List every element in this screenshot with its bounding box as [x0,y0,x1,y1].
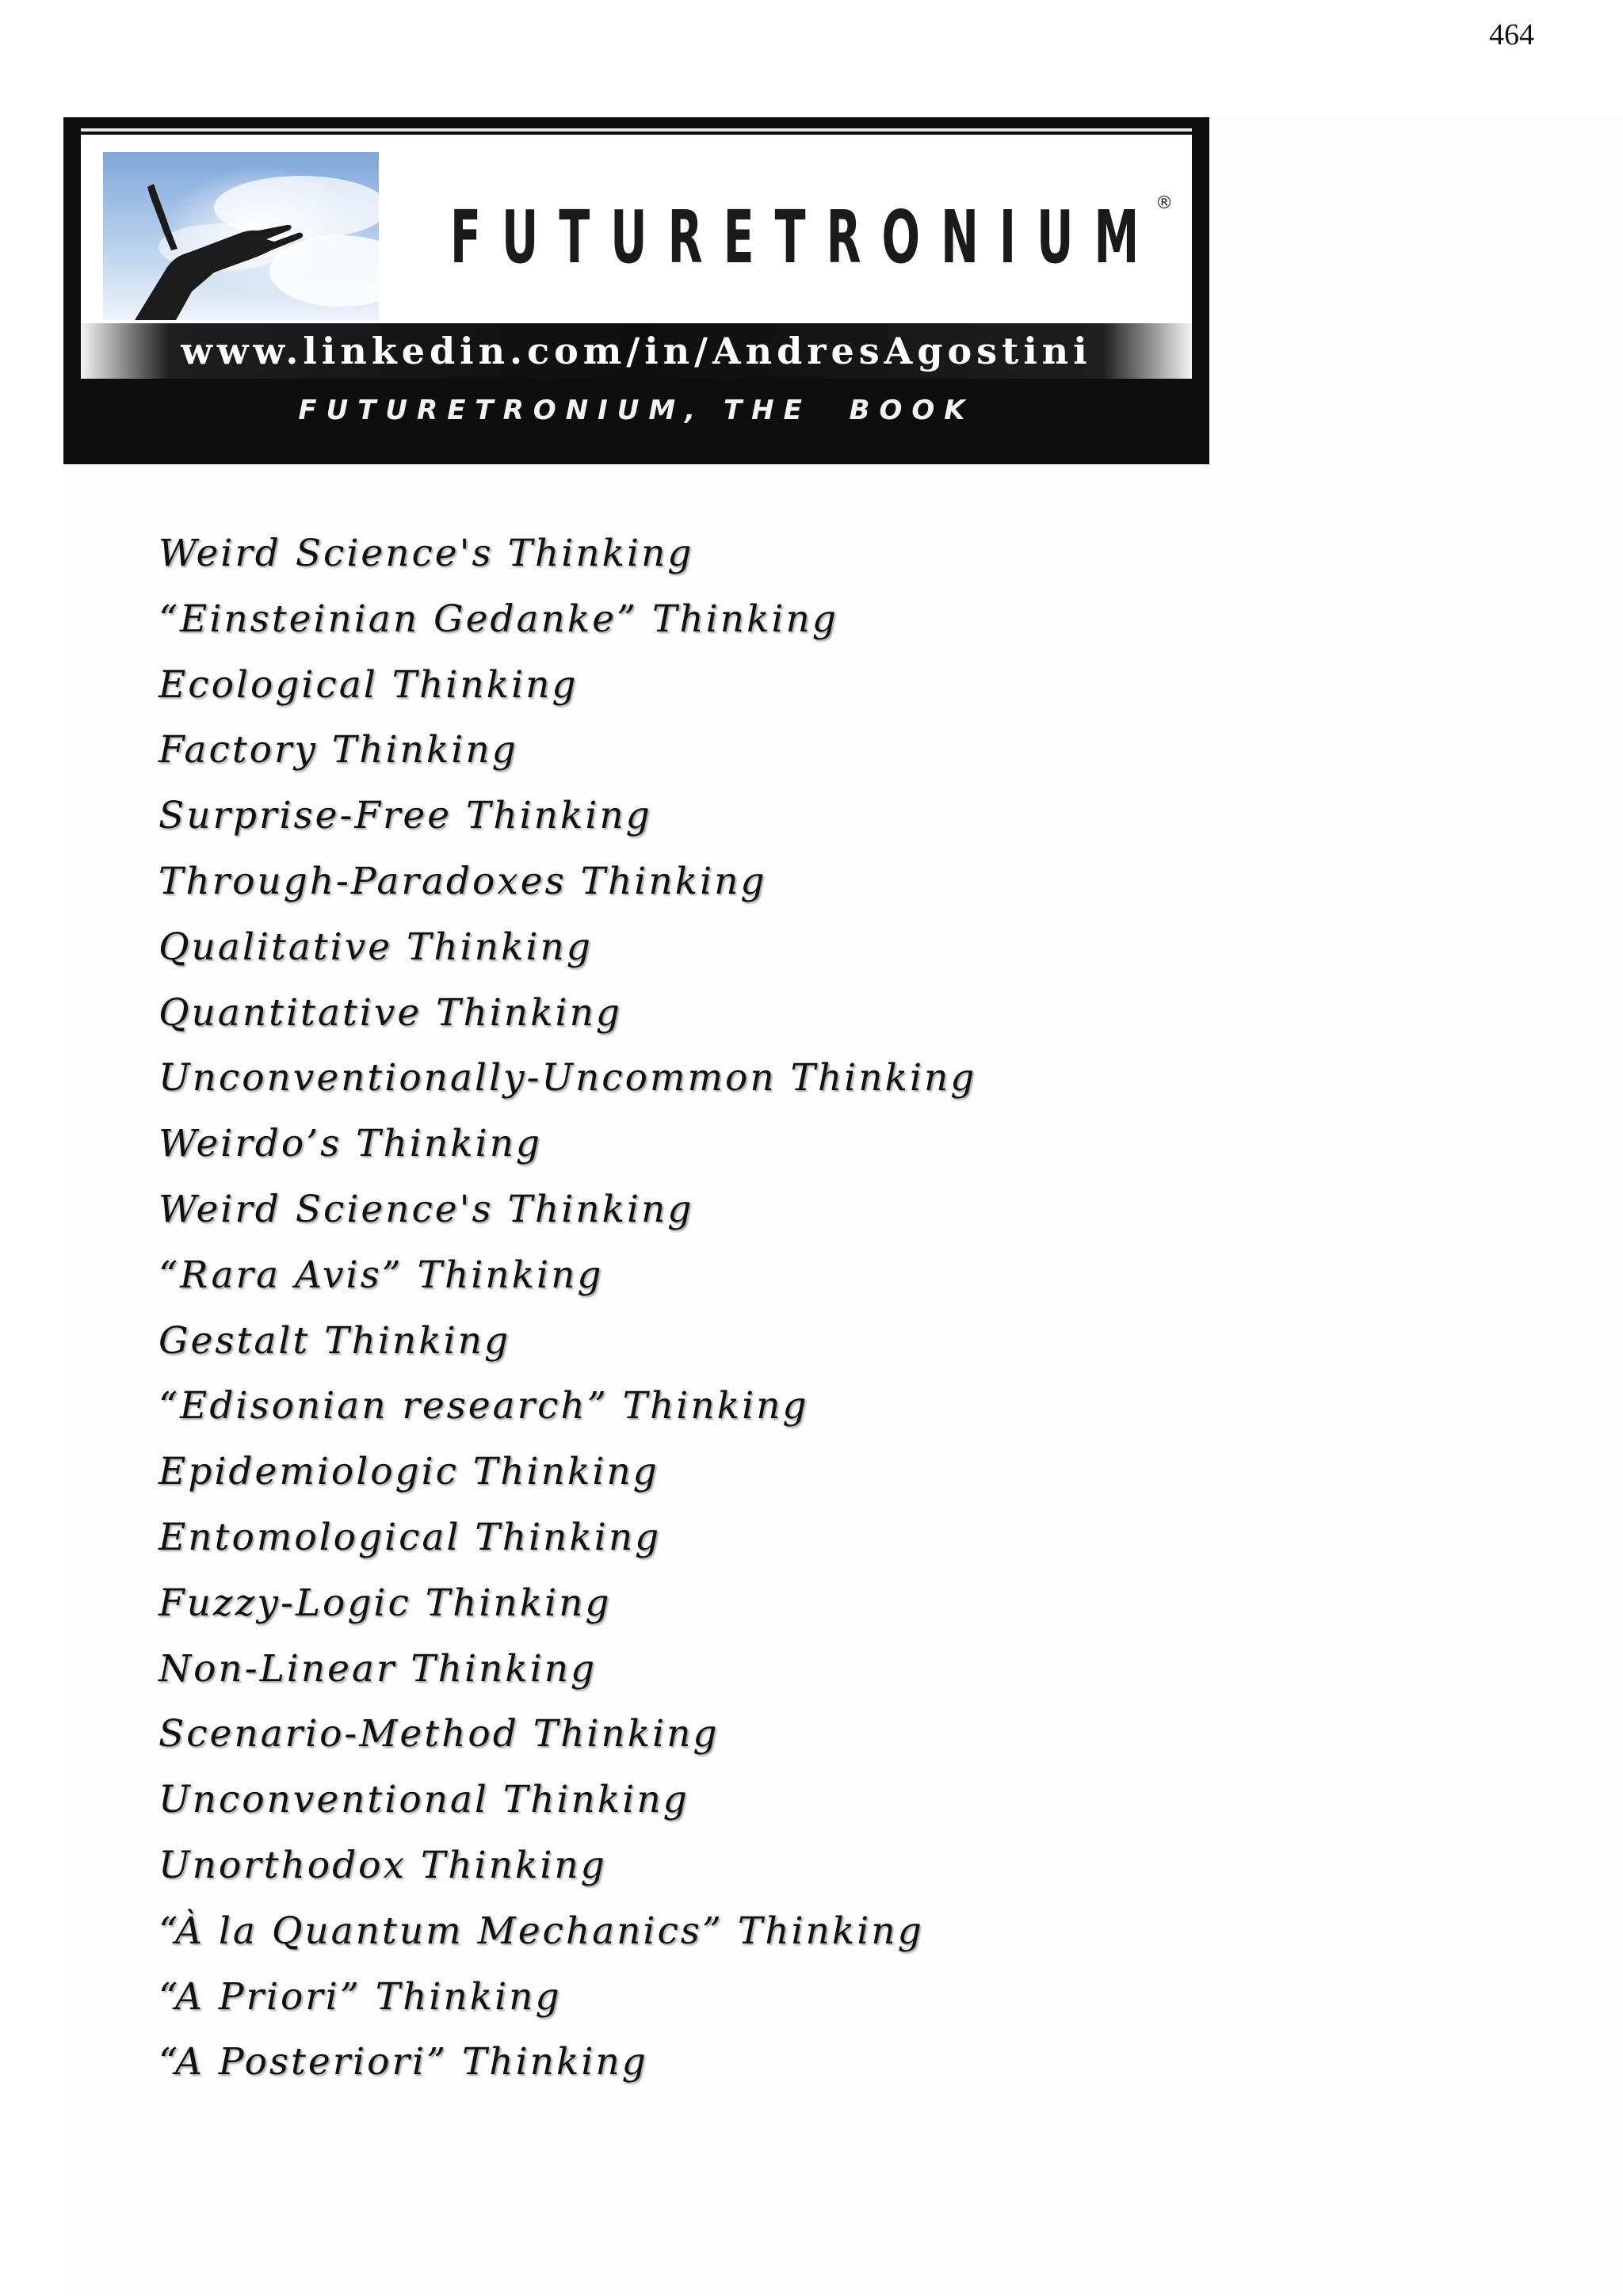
list-item: “À la Quantum Mechanics” Thinking [158,1909,924,1953]
list-item: Surprise-Free Thinking [158,794,652,838]
list-item: Unconventionally-Uncommon Thinking [158,1056,977,1100]
list-item: Quantitative Thinking [158,990,622,1035]
list-item: “A Posteriori” Thinking [158,2040,648,2084]
list-item: Weirdo’s Thinking [158,1122,542,1166]
list-item: “A Priori” Thinking [158,1974,562,2019]
list-item: Unorthodox Thinking [158,1843,607,1887]
list-item: “Einsteinian Gedanke” Thinking [158,597,838,641]
list-item: Unconventional Thinking [158,1778,689,1822]
thinking-list [158,526,976,2100]
list-item: “Rara Avis” Thinking [158,1253,604,1297]
list-item: Gestalt Thinking [158,1318,511,1363]
list-item: Through-Paradoxes Thinking [158,859,767,903]
list-item: Qualitative Thinking [158,925,593,969]
reaching-hand-sky-image [103,152,379,320]
list-item: Weird Science's Thinking [158,532,694,575]
list-item: Ecological Thinking [158,662,579,707]
list-item: Weird Science's Thinking [158,1187,694,1231]
book-label: FUTURETRONIUM, THE BOOK [298,395,975,426]
list-item: Epidemiologic Thinking [158,1450,659,1494]
list-item: Scenario-Method Thinking [158,1712,720,1756]
brand-wordmark: FUTURETRONIUM [450,195,1160,280]
list-item: Factory Thinking [158,728,518,772]
page-number: 464 [1489,18,1534,51]
futuretronium-banner [63,117,1209,464]
list-item: “Edisonian research” Thinking [158,1384,809,1428]
linkedin-url: www.linkedin.com/in/AndresAgostini [181,330,1092,372]
banner-rule [81,128,1192,132]
list-item: Fuzzy-Logic Thinking [158,1581,612,1625]
list-item: Entomological Thinking [158,1515,662,1559]
registered-mark: ® [1155,193,1173,213]
list-item: Non-Linear Thinking [158,1646,598,1691]
